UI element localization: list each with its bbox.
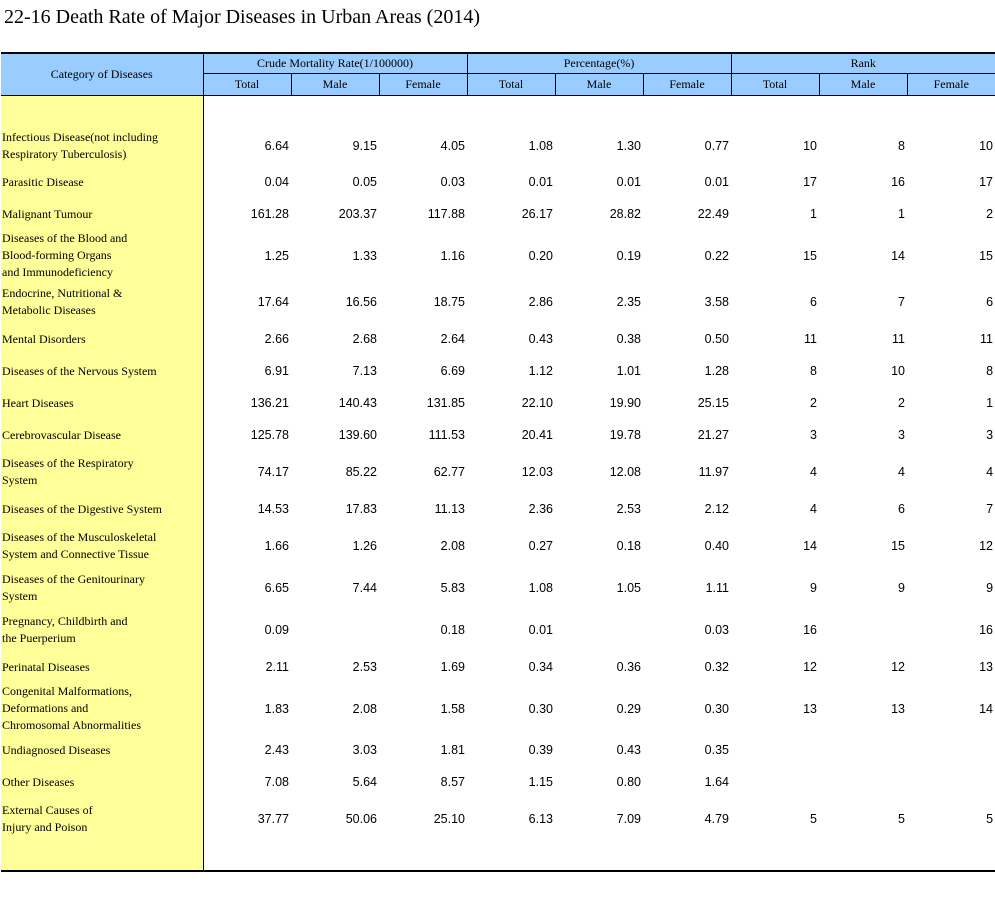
value-cell: 18.75 <box>433 295 465 309</box>
table-row <box>1 683 995 734</box>
value-cell: 2.43 <box>264 743 289 757</box>
value-cell: 22.49 <box>697 207 729 221</box>
category-cell <box>1 96 203 127</box>
value-cell: 0.43 <box>528 332 553 346</box>
value-cell: 25.10 <box>433 812 465 826</box>
table-row <box>1 126 995 166</box>
value-cell: 14 <box>891 248 905 263</box>
value-cell: 0.09 <box>264 623 289 637</box>
value-cell: 0.32 <box>704 660 729 674</box>
table-row <box>1 734 995 766</box>
value-cell: 25.15 <box>697 396 729 410</box>
value-cell: 0.22 <box>704 248 729 263</box>
value-cell: 0.27 <box>528 539 553 553</box>
value-cell: 140.43 <box>338 396 377 410</box>
spacer-cell <box>203 840 995 871</box>
value-cell: 2.86 <box>528 295 553 309</box>
table-row <box>1 230 995 281</box>
value-cell: 14.53 <box>257 502 289 516</box>
value-cell: 2.53 <box>616 502 641 516</box>
disease-category: Diseases of the Musculoskeletal System and Connective Tissue <box>1 525 203 567</box>
value-cell: 8 <box>898 139 905 153</box>
value-cell <box>907 766 995 798</box>
value-cell: 16.56 <box>345 295 377 309</box>
value-cell: 2.08 <box>440 539 465 553</box>
value-cell: 85.22 <box>345 465 377 479</box>
table-row <box>1 355 995 387</box>
disease-category: Diseases of the Nervous System <box>1 355 203 387</box>
value-cell: 3 <box>986 428 994 442</box>
value-cell: 74.17 <box>257 465 289 479</box>
disease-category: Perinatal Diseases <box>1 651 203 683</box>
rank-header: Rank <box>731 53 995 74</box>
value-cell: 5.83 <box>440 581 465 595</box>
value-cell: 17 <box>803 175 817 189</box>
table-row <box>1 198 995 230</box>
value-cell: 10 <box>891 364 905 378</box>
value-cell: 1 <box>986 396 994 410</box>
disease-category: Diseases of the Genitourinary System <box>1 567 203 609</box>
value-cell: 161.28 <box>250 207 289 221</box>
value-cell: 11 <box>892 332 905 346</box>
value-cell: 7.09 <box>616 812 641 826</box>
disease-category: Diseases of the Blood and Blood-forming Organs and Immunodeficiency <box>1 230 203 281</box>
value-cell: 0.04 <box>264 175 289 189</box>
value-cell: 16 <box>803 623 817 637</box>
value-cell: 7.08 <box>264 775 289 789</box>
value-cell: 1 <box>898 207 905 221</box>
value-cell: 0.01 <box>704 175 729 189</box>
value-cell: 6.13 <box>528 812 553 826</box>
disease-category: Malignant Tumour <box>1 198 203 230</box>
value-cell: 8.57 <box>440 775 465 789</box>
value-cell: 12 <box>803 660 817 674</box>
value-cell: 11.13 <box>434 502 465 516</box>
value-cell: 5 <box>986 812 994 826</box>
value-cell: 16 <box>979 623 994 637</box>
value-cell: 1.01 <box>616 364 641 378</box>
value-cell: 12 <box>891 660 905 674</box>
value-cell: 6 <box>810 295 817 309</box>
table-row <box>1 419 995 451</box>
value-cell: 5 <box>810 812 817 826</box>
value-cell: 7 <box>986 502 994 516</box>
value-cell: 2.11 <box>265 660 289 674</box>
value-cell: 2.68 <box>352 332 377 346</box>
value-cell: 2.36 <box>528 502 553 516</box>
value-cell: 1 <box>810 207 817 221</box>
value-cell: 1.69 <box>440 660 465 674</box>
value-cell: 139.60 <box>338 428 377 442</box>
table-spacer-row <box>1 96 995 127</box>
value-cell: 6 <box>898 502 905 516</box>
value-cell: 1.66 <box>264 539 289 553</box>
value-cell: 9 <box>898 581 905 595</box>
value-cell: 2 <box>898 396 905 410</box>
value-cell: 3.58 <box>704 295 729 309</box>
death-rate-table <box>1 52 995 872</box>
value-cell: 6.65 <box>264 581 289 595</box>
table-row <box>1 766 995 798</box>
value-cell: 22.10 <box>521 396 553 410</box>
value-cell: 8 <box>810 364 817 378</box>
value-cell <box>819 609 907 651</box>
value-cell: 14 <box>979 701 994 716</box>
value-cell: 0.05 <box>352 175 377 189</box>
table-row <box>1 493 995 525</box>
value-cell: 21.27 <box>697 428 729 442</box>
value-cell: 37.77 <box>257 812 289 826</box>
value-cell: 0.01 <box>528 175 553 189</box>
table-header <box>1 53 995 96</box>
sub-header: Male <box>555 74 643 96</box>
value-cell: 1.26 <box>352 539 377 553</box>
disease-category: Pregnancy, Childbirth and the Puerperium <box>1 609 203 651</box>
table-row <box>1 387 995 419</box>
value-cell: 26.17 <box>521 207 553 221</box>
value-cell: 11 <box>980 332 994 346</box>
value-cell: 15 <box>979 248 994 263</box>
value-cell: 1.83 <box>264 701 289 716</box>
value-cell: 16 <box>891 175 905 189</box>
value-cell: 1.16 <box>440 248 465 263</box>
value-cell: 1.08 <box>528 139 553 153</box>
sub-header: Male <box>291 74 379 96</box>
value-cell: 111.53 <box>428 428 465 442</box>
table-row <box>1 651 995 683</box>
value-cell: 10 <box>803 139 817 153</box>
value-cell: 4 <box>810 502 817 516</box>
value-cell: 9.15 <box>352 139 377 153</box>
disease-category: Diseases of the Digestive System <box>1 493 203 525</box>
value-cell: 0.34 <box>528 660 553 674</box>
value-cell: 19.78 <box>609 428 641 442</box>
value-cell: 28.82 <box>609 207 641 221</box>
value-cell: 3 <box>810 428 817 442</box>
value-cell: 1.15 <box>528 775 553 789</box>
value-cell: 2.08 <box>352 701 377 716</box>
disease-category: Heart Diseases <box>1 387 203 419</box>
value-cell: 5 <box>898 812 905 826</box>
value-cell: 7.44 <box>352 581 377 595</box>
value-cell: 6.69 <box>440 364 465 378</box>
table-row <box>1 567 995 609</box>
table-row <box>1 166 995 198</box>
value-cell: 0.43 <box>616 743 641 757</box>
value-cell: 12 <box>979 539 994 553</box>
value-cell: 0.40 <box>704 539 729 553</box>
value-cell: 8 <box>986 364 994 378</box>
value-cell: 62.77 <box>433 465 465 479</box>
sub-header: Total <box>731 74 819 96</box>
value-cell: 0.80 <box>616 775 641 789</box>
value-cell: 4.79 <box>704 812 729 826</box>
value-cell: 1.25 <box>264 248 289 263</box>
value-cell: 1.30 <box>616 139 641 153</box>
value-cell <box>907 734 995 766</box>
value-cell: 0.01 <box>616 175 641 189</box>
value-cell: 0.50 <box>704 332 729 346</box>
table-row <box>1 798 995 840</box>
value-cell: 7.13 <box>352 364 377 378</box>
sub-header: Female <box>643 74 731 96</box>
value-cell: 1.08 <box>528 581 553 595</box>
sub-header: Total <box>467 74 555 96</box>
value-cell: 203.37 <box>338 207 377 221</box>
category-header: Category of Diseases <box>1 53 203 96</box>
value-cell: 3.03 <box>352 743 377 757</box>
value-cell: 4 <box>810 465 817 479</box>
value-cell: 0.19 <box>616 248 641 263</box>
value-cell: 15 <box>803 248 817 263</box>
value-cell: 2.64 <box>440 332 465 346</box>
value-cell: 0.30 <box>704 701 729 716</box>
disease-category: Mental Disorders <box>1 323 203 355</box>
value-cell <box>819 734 907 766</box>
value-cell: 0.20 <box>528 248 553 263</box>
sub-header: Male <box>819 74 907 96</box>
value-cell: 2 <box>810 396 817 410</box>
value-cell: 0.77 <box>704 139 729 153</box>
value-cell: 0.36 <box>616 660 641 674</box>
value-cell: 12.08 <box>609 465 641 479</box>
disease-category: External Causes of Injury and Poison <box>1 798 203 840</box>
page-title: 22-16 Death Rate of Major Diseases in Urban Areas (2014) <box>4 6 480 28</box>
value-cell: 20.41 <box>521 428 553 442</box>
value-cell: 0.35 <box>704 743 729 757</box>
value-cell: 2.12 <box>704 502 729 516</box>
category-cell <box>1 840 203 871</box>
value-cell: 12.03 <box>521 465 553 479</box>
value-cell: 1.58 <box>440 701 465 716</box>
value-cell: 17.83 <box>345 502 377 516</box>
sub-header: Female <box>907 74 995 96</box>
disease-category: Endocrine, Nutritional & Metabolic Diseases <box>1 281 203 323</box>
value-cell: 2.53 <box>352 660 377 674</box>
value-cell: 125.78 <box>250 428 289 442</box>
disease-category: Infectious Disease(not including Respiratory Tuberculosis) <box>1 126 203 166</box>
value-cell: 0.30 <box>528 701 553 716</box>
value-cell: 11 <box>804 332 817 346</box>
value-cell <box>291 609 379 651</box>
value-cell: 19.90 <box>609 396 641 410</box>
value-cell: 0.03 <box>704 623 729 637</box>
disease-category: Other Diseases <box>1 766 203 798</box>
value-cell: 0.38 <box>616 332 641 346</box>
value-cell: 4 <box>898 465 905 479</box>
table-row <box>1 525 995 567</box>
value-cell: 1.05 <box>616 581 641 595</box>
value-cell <box>819 766 907 798</box>
value-cell: 0.03 <box>440 175 465 189</box>
value-cell: 4 <box>986 465 994 479</box>
table-row <box>1 281 995 323</box>
value-cell: 6 <box>986 295 994 309</box>
value-cell: 0.39 <box>528 743 553 757</box>
value-cell: 13 <box>803 701 817 716</box>
value-cell: 17.64 <box>257 295 289 309</box>
value-cell: 9 <box>810 581 817 595</box>
table-body <box>1 96 995 872</box>
disease-category: Undiagnosed Diseases <box>1 734 203 766</box>
table-row <box>1 451 995 493</box>
value-cell: 9 <box>986 581 994 595</box>
value-cell: 11.97 <box>698 465 729 479</box>
crude-mortality-header: Crude Mortality Rate(1/100000) <box>203 53 467 74</box>
value-cell: 0.29 <box>616 701 641 716</box>
spacer-cell <box>203 96 995 127</box>
value-cell: 2.66 <box>264 332 289 346</box>
value-cell: 13 <box>979 660 994 674</box>
value-cell: 3 <box>898 428 905 442</box>
value-cell: 1.28 <box>704 364 729 378</box>
value-cell: 7 <box>898 295 905 309</box>
percentage-header: Percentage(%) <box>467 53 731 74</box>
value-cell: 0.18 <box>616 539 641 553</box>
value-cell: 136.21 <box>250 396 289 410</box>
value-cell: 1.33 <box>352 248 377 263</box>
disease-category: Congenital Malformations, Deformations and Chromosomal Abnormalities <box>1 683 203 734</box>
value-cell: 1.12 <box>528 364 553 378</box>
value-cell: 1.81 <box>440 743 465 757</box>
value-cell <box>731 766 819 798</box>
value-cell: 1.11 <box>705 581 729 595</box>
value-cell: 0.01 <box>528 623 553 637</box>
sub-header: Total <box>203 74 291 96</box>
disease-category: Diseases of the Respiratory System <box>1 451 203 493</box>
value-cell: 14 <box>803 539 817 553</box>
disease-category: Cerebrovascular Disease <box>1 419 203 451</box>
table-bottom-row <box>1 840 995 871</box>
value-cell: 131.85 <box>426 396 465 410</box>
value-cell: 2.35 <box>616 295 641 309</box>
value-cell: 117.88 <box>427 207 465 221</box>
value-cell: 1.64 <box>704 775 729 789</box>
value-cell: 4.05 <box>440 139 465 153</box>
disease-category: Parasitic Disease <box>1 166 203 198</box>
sub-header: Female <box>379 74 467 96</box>
value-cell: 15 <box>891 539 905 553</box>
value-cell <box>555 609 643 651</box>
value-cell <box>731 734 819 766</box>
value-cell: 10 <box>979 139 994 153</box>
value-cell: 6.91 <box>264 364 289 378</box>
value-cell: 13 <box>891 701 905 716</box>
table-row <box>1 323 995 355</box>
value-cell: 2 <box>986 207 994 221</box>
value-cell: 0.18 <box>440 623 465 637</box>
value-cell: 5.64 <box>352 775 377 789</box>
table-row <box>1 609 995 651</box>
value-cell: 50.06 <box>345 812 377 826</box>
value-cell: 17 <box>979 175 994 189</box>
value-cell: 6.64 <box>264 139 289 153</box>
